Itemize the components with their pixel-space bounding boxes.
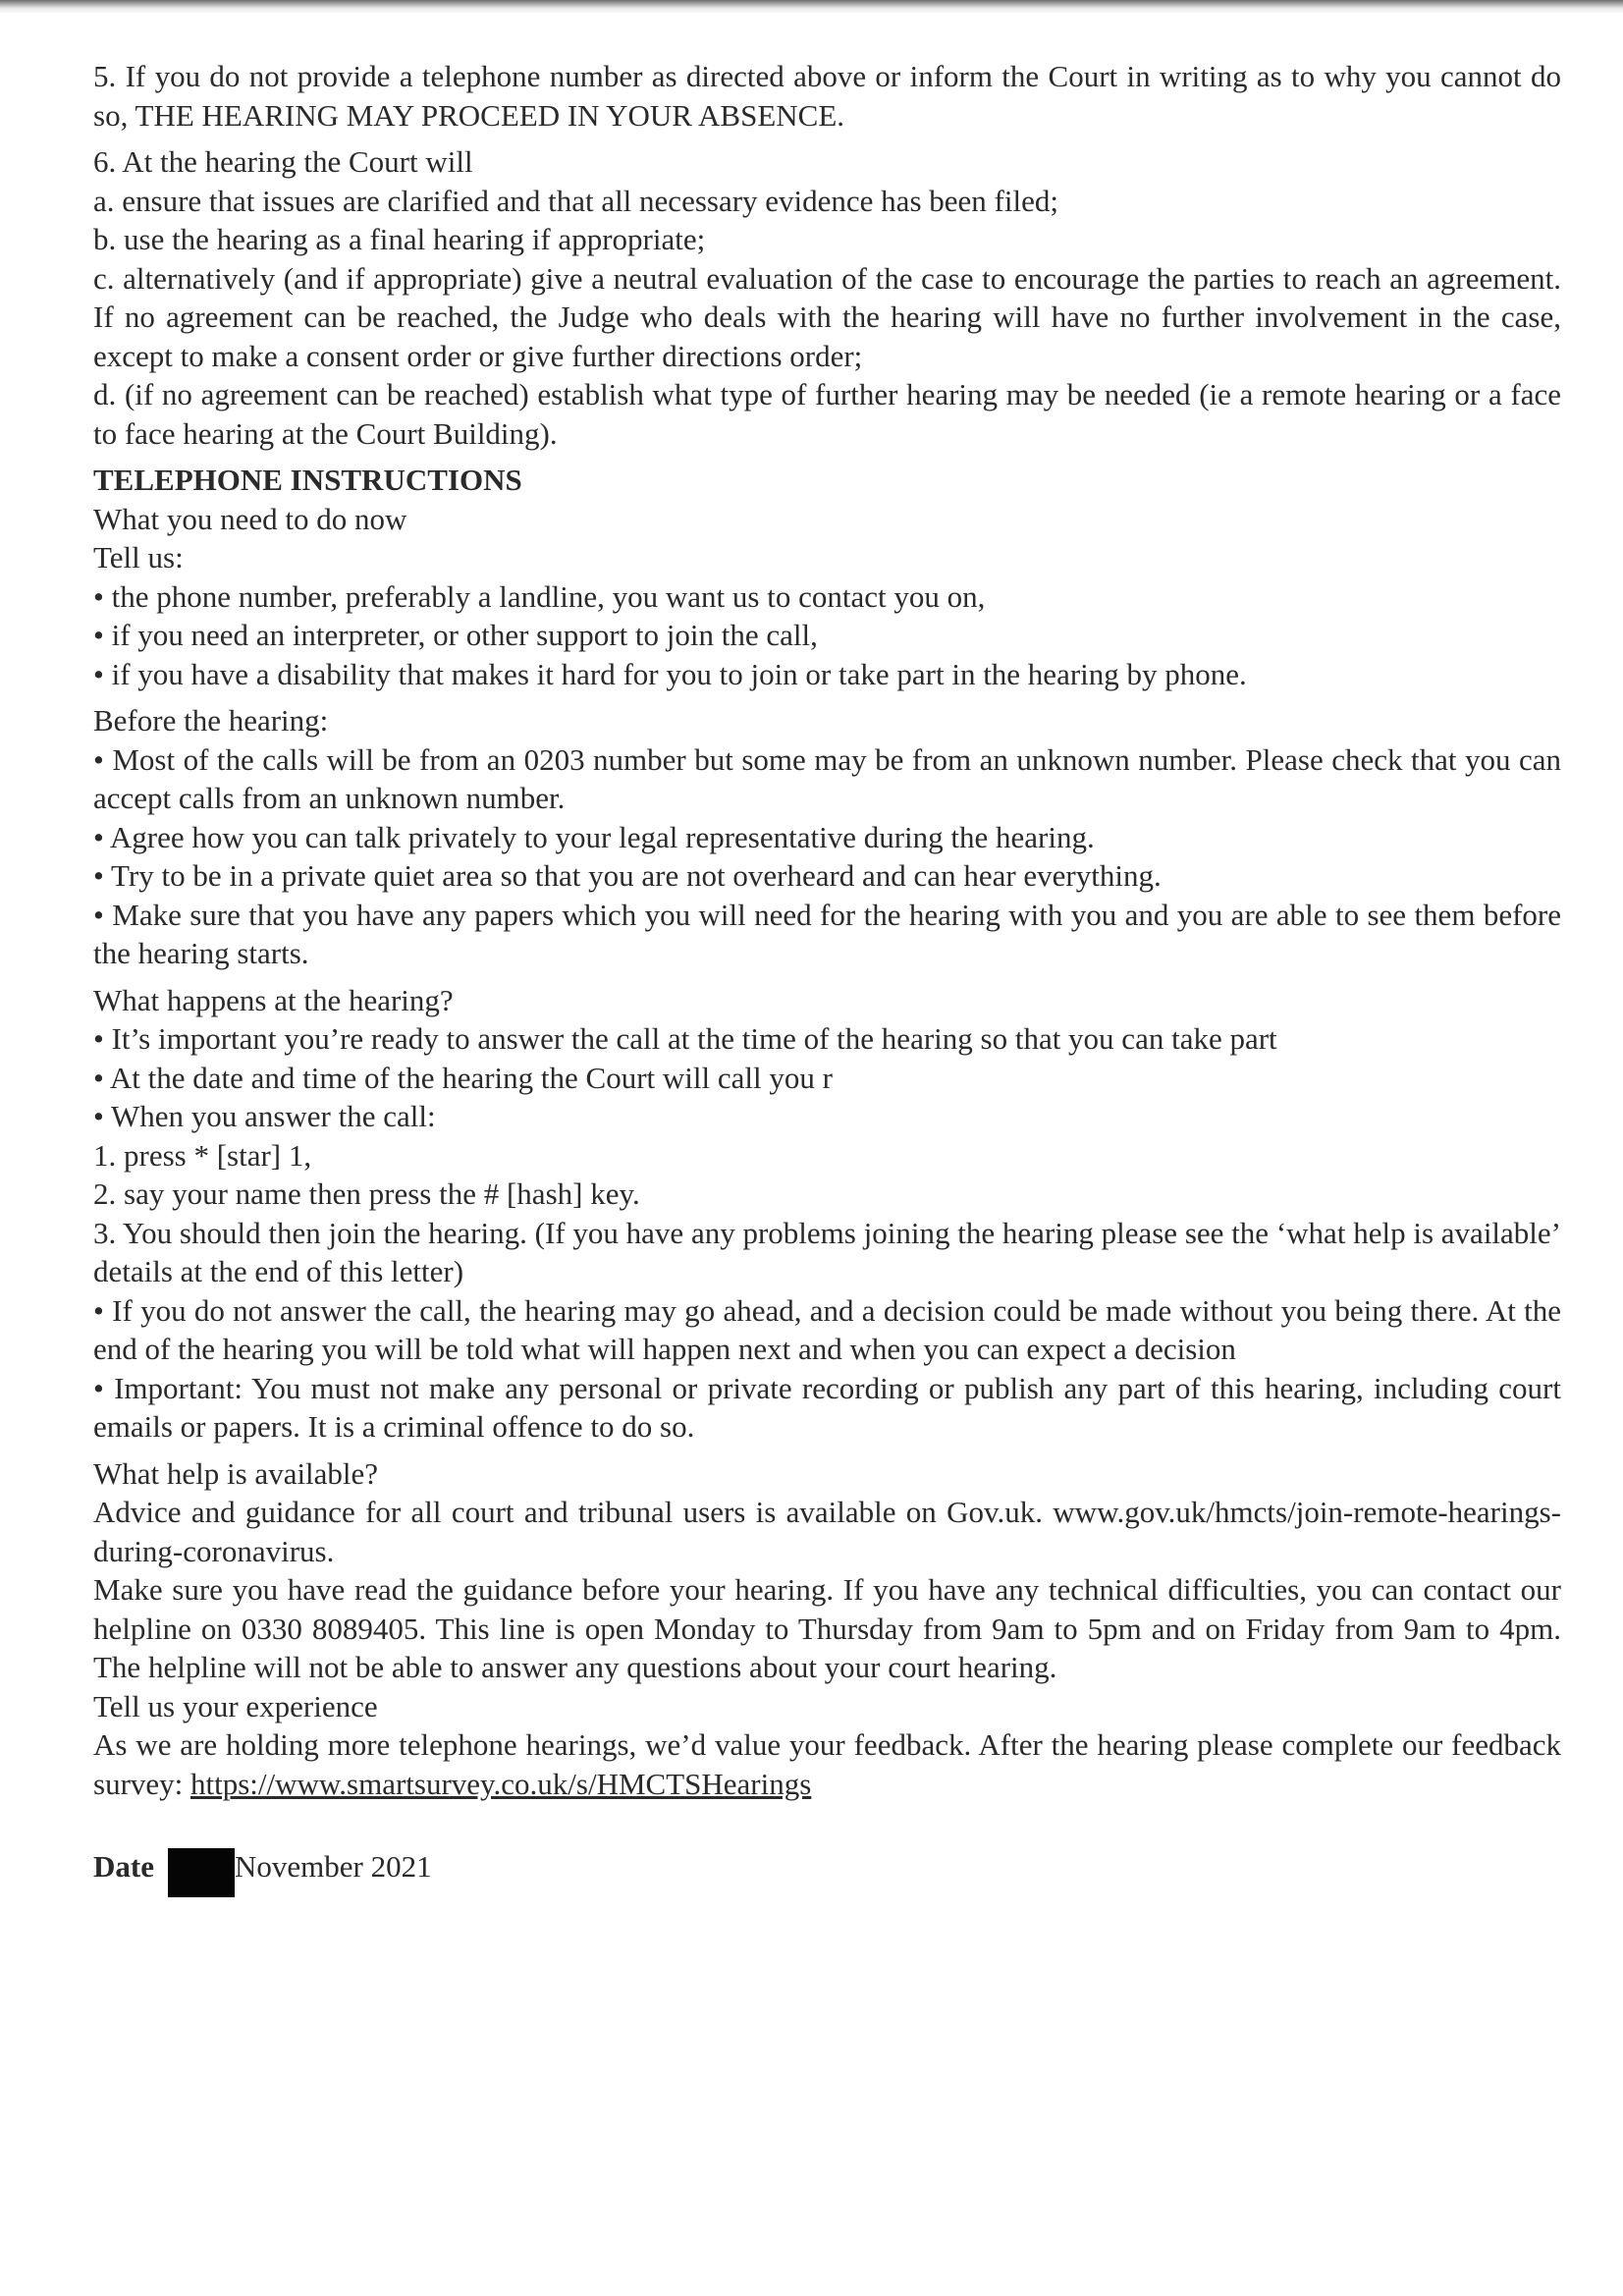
feedback-text: As we are holding more telephone hearings, we’d value your feedback. After the hearing please complete our feedback survey: xyxy=(93,1727,1561,1801)
list-item: • if you have a disability that makes it hard for you to join or take part in the hearing by phone. xyxy=(93,656,1247,691)
list-item: • Important: You must not make any personal or private recording or publish any part of this hearing, including court emails or papers. It is a criminal offence to do so. xyxy=(93,1370,1561,1444)
list-item: • if you need an interpreter, or other support to join the call, xyxy=(93,618,818,652)
help-advice-paragraph: Advice and guidance for all court and tribunal users is available on Gov.uk. www.gov.uk/hmcts/join-remote-hearings-during-coronavirus. xyxy=(93,1495,1561,1568)
before-hearing-label: Before the hearing: xyxy=(93,703,329,738)
tell-us-label: Tell us: xyxy=(93,540,184,574)
redaction-box xyxy=(168,1848,235,1897)
list-item: • Make sure that you have any papers which you will need for the hearing with you and you are able to see them before the hearing starts. xyxy=(93,897,1561,970)
scan-top-edge xyxy=(0,0,1623,14)
paragraph-6-b: b. use the hearing as a final hearing if appropriate; xyxy=(93,222,706,256)
feedback-survey-link[interactable]: https://www.smartsurvey.co.uk/s/HMCTSHearings xyxy=(190,1766,812,1801)
list-item: • At the date and time of the hearing the Court will call you r xyxy=(93,1060,833,1095)
help-guidance-paragraph: Make sure you have read the guidance before your hearing. If you have any technical difficulties, you can contact our helpline on 0330 8089405. This line is open Monday to Thursday from 9am to 5pm and on Friday from 9am to 4pm. The helpline will not be able to answer any questions about your court hearing. xyxy=(93,1572,1561,1684)
list-item: • the phone number, preferably a landline, you want us to contact you on, xyxy=(93,578,986,614)
what-to-do-label: What you need to do now xyxy=(93,501,407,536)
date-line xyxy=(93,1842,1561,1891)
list-item: 3. You should then join the hearing. (If you have any problems joining the hearing please see the ‘what help is available’ details at the end of this letter) xyxy=(93,1215,1561,1288)
paragraph-6-d: d. (if no agreement can be reached) establish what type of further hearing may be needed (ie a remote hearing or a face to face hearing at the Court Building). xyxy=(93,377,1561,451)
what-happens-label: What happens at the hearing? xyxy=(93,982,454,1017)
tell-experience-label: Tell us your experience xyxy=(93,1688,378,1723)
list-item: • Try to be in a private quiet area so that you are not overheard and can hear everything. xyxy=(93,858,1162,893)
paragraph-5: 5. If you do not provide a telephone number as directed above or inform the Court in writing as to why you cannot do so, THE HEARING MAY PROCEED IN YOUR ABSENCE. xyxy=(93,59,1561,133)
list-item: • It’s important you’re ready to answer the call at the time of the hearing so that you can take part xyxy=(93,1021,1277,1056)
what-help-label: What help is available? xyxy=(93,1455,379,1491)
paragraph-6-c: c. alternatively (and if appropriate) give a neutral evaluation of the case to encourage the parties to reach an agreement. If no agreement can be reached, the Judge who deals with the hearing will have no further involvement in the case, except to make a consent order or give further directions order; xyxy=(93,260,1561,373)
list-item: • Most of the calls will be from an 0203 number but some may be from an unknown number. Please check that you can accept calls from an unknown number. xyxy=(93,741,1561,815)
telephone-instructions-heading: TELEPHONE INSTRUCTIONS xyxy=(93,463,522,497)
list-item: 1. press * [star] 1, xyxy=(93,1137,312,1173)
paragraph-6-a: a. ensure that issues are clarified and that all necessary evidence has been filed; xyxy=(93,183,1058,218)
list-item: • If you do not answer the call, the hearing may go ahead, and a decision could be made without you being there. At the end of the hearing you will be told what will happen next and when you can expect a decision xyxy=(93,1292,1561,1366)
paragraph-6-intro: 6. At the hearing the Court will xyxy=(93,144,473,179)
date-value: November 2021 xyxy=(234,1849,432,1885)
letter-page xyxy=(93,57,1561,1891)
feedback-paragraph xyxy=(93,1725,1561,1803)
list-item: • When you answer the call: xyxy=(93,1099,436,1133)
date-label: Date xyxy=(93,1849,154,1885)
list-item: 2. say your name then press the # [hash] key. xyxy=(93,1176,640,1211)
list-item: • Agree how you can talk privately to your legal representative during the hearing. xyxy=(93,819,1095,854)
